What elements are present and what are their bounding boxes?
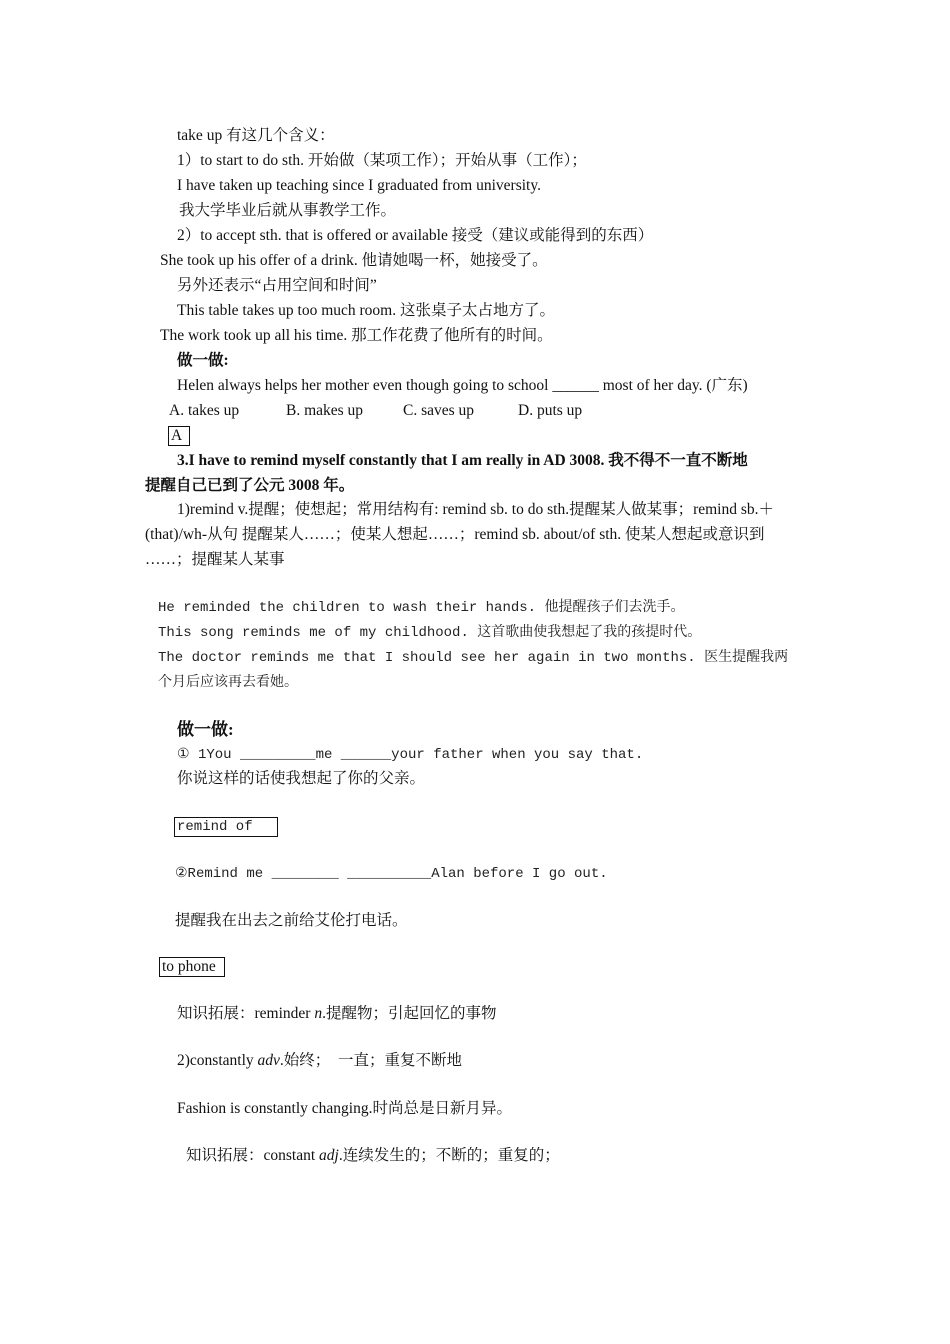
remind-definition-cont: (that)/wh-从句 提醒某人……；使某人想起……；remind sb. about/of sth. 使某人想起或意识到 [145, 526, 765, 543]
takeup-example-2: She took up his offer of a drink. 他请她喝一杯，她接受了。 [160, 252, 548, 269]
remind-definition-end: ……；提醒某人某事 [145, 551, 285, 568]
takeup-intro: take up 有这几个含义： [177, 127, 335, 144]
remind-example-3: The doctor reminds me that I should see her again in two months. 医生提醒我两 [158, 650, 789, 666]
exercise2-answer-1-box: remind of [174, 817, 278, 837]
section3-title-cont: 提醒自己已到了公元 3008 年。 [145, 477, 355, 494]
constantly-example: Fashion is constantly changing.时尚总是日新月异。 [177, 1100, 512, 1117]
exercise2-question-1: ① 1You _________me ______your father when you say that. [177, 747, 644, 763]
exercise1-answer-box: A [168, 426, 190, 446]
takeup-example-3: This table takes up too much room. 这张桌子太占地方了。 [177, 302, 555, 319]
exercise1-option-c: C. saves up [403, 402, 475, 419]
exercise1-option-a: A. takes up [169, 402, 240, 419]
remind-example-2: This song reminds me of my childhood. 这首歌曲使我想起了我的孩提时代。 [158, 625, 702, 641]
exercise2-question-1-cn: 你说这样的话使我想起了你的父亲。 [177, 770, 426, 787]
constantly-definition: 2)constantly adv.始终； 一直；重复不断地 [177, 1052, 463, 1069]
takeup-example-4: The work took up all his time. 那工作花费了他所有的时间。 [160, 327, 553, 344]
exercise1-heading: 做一做: [177, 352, 229, 369]
takeup-example-1-cn: 我大学毕业后就从事教学工作。 [179, 202, 397, 219]
exercise1-option-d: D. puts up [518, 402, 583, 419]
remind-example-3-cont: 个月后应该再去看她。 [158, 675, 298, 691]
exercise2-question-2-cn: 提醒我在出去之前给艾伦打电话。 [175, 912, 408, 929]
takeup-example-1: I have taken up teaching since I graduated from university. [177, 177, 541, 194]
exercise1-question: Helen always helps her mother even though going to school ______ most of her day. (广东) [177, 377, 748, 394]
takeup-meaning-1: 1）to start to do sth. 开始做（某项工作）；开始从事（工作）； [177, 152, 587, 169]
exercise2-question-2: ②Remind me ________ __________Alan before I go out. [175, 866, 608, 882]
takeup-meaning-2: 2）to accept sth. that is offered or available 接受（建议或能得到的东西） [177, 227, 654, 244]
exercise1-option-b: B. makes up [286, 402, 364, 419]
reminder-extension: 知识拓展：reminder n.提醒物；引起回忆的事物 [177, 1005, 497, 1022]
exercise2-answer-2-box: to phone [159, 957, 225, 977]
section3-title: 3.I have to remind myself constantly that I am really in AD 3008. 我不得不一直不断地 [177, 452, 748, 469]
constant-extension: 知识拓展：constant adj.连续发生的；不断的；重复的； [186, 1147, 560, 1164]
takeup-meaning-3: 另外还表示“占用空间和时间” [177, 277, 377, 294]
exercise2-heading: 做一做: [177, 720, 234, 739]
remind-example-1: He reminded the children to wash their hands. 他提醒孩子们去洗手。 [158, 600, 685, 616]
remind-definition: 1)remind v.提醒；使想起；常用结构有: remind sb. to do sth.提醒某人做某事；remind sb.＋ [177, 501, 775, 518]
